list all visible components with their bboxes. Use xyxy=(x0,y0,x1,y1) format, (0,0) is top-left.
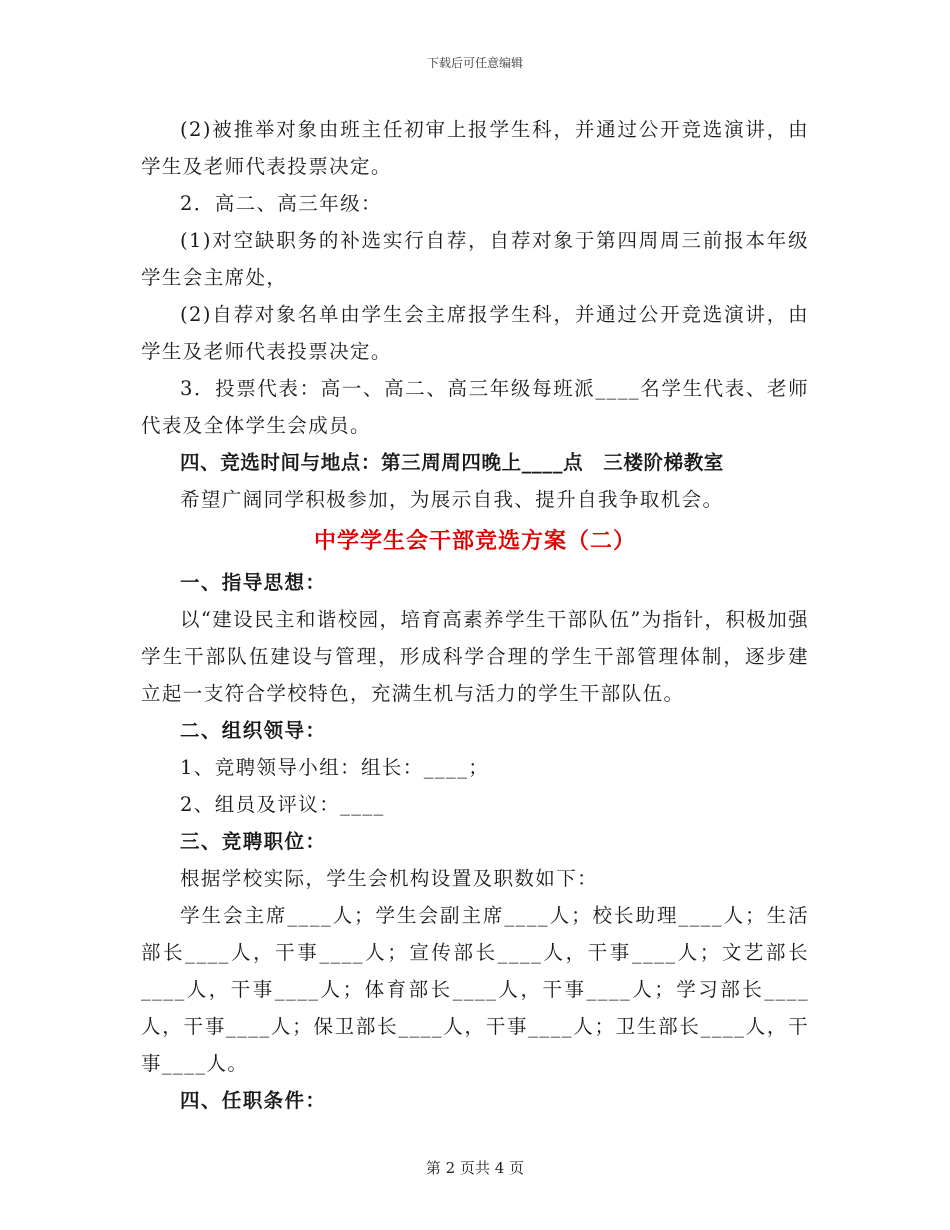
heading-qualifications: 四、任职条件： xyxy=(180,1089,327,1112)
paragraph: 1、竞聘领导小组：组长：____； xyxy=(180,756,490,779)
time-location-heading: 四、竞选时间与地点：第三周周四晚上____点 三楼阶梯教室 xyxy=(180,451,724,474)
paragraph: 2．高二、高三年级： xyxy=(180,192,382,215)
positions-list: 学生会主席____人；学生会副主席____人；校长助理____人；生活部长____人，干事____人；宣传部长____人，干事____人；文艺部长____人，干事____人；体育部长____人，干事____人；学习部长____人，干事____人；保卫部长____人，干事____人；卫生部长____人，干事____人。 xyxy=(141,904,809,1075)
paragraph: 2、组员及评议：____ xyxy=(180,793,385,816)
page-footer: 第 2 页共 4 页 xyxy=(425,1159,525,1177)
page-header: 下载后可任意编辑 xyxy=(426,56,523,70)
paragraph: 希望广阔同学积极参加，为展示自我、提升自我争取机会。 xyxy=(180,488,724,511)
paragraph: (2)自荐对象名单由学生会主席报学生科，并通过公开竞选演讲，由学生及老师代表投票决定。 xyxy=(141,303,809,363)
document-body xyxy=(141,111,809,1119)
paragraph: 以“建设民主和谐校园，培育高素养学生干部队伍”为指针，积极加强学生干部队伍建设与管理，形成科学合理的学生干部管理体制，逐步建立起一支符合学校特色，充满生机与活力的学生干部队伍。 xyxy=(141,608,809,705)
paragraph: 根据学校实际，学生会机构设置及职数如下： xyxy=(180,867,599,890)
paragraph: (2)被推举对象由班主任初审上报学生科，并通过公开竞选演讲，由学生及老师代表投票决定。 xyxy=(141,118,809,178)
section-title: 中学学生会干部竞选方案（二） xyxy=(313,528,636,554)
heading-positions: 三、竞聘职位： xyxy=(180,830,327,853)
heading-organization: 二、组织领导： xyxy=(180,719,327,742)
paragraph: 3．投票代表：高一、高二、高三年级每班派____名学生代表、老师代表及全体学生会成员。 xyxy=(141,377,809,437)
paragraph: (1)对空缺职务的补选实行自荐，自荐对象于第四周周三前报本年级学生会主席处， xyxy=(141,229,809,289)
heading-guiding-thought: 一、指导思想： xyxy=(180,571,327,594)
